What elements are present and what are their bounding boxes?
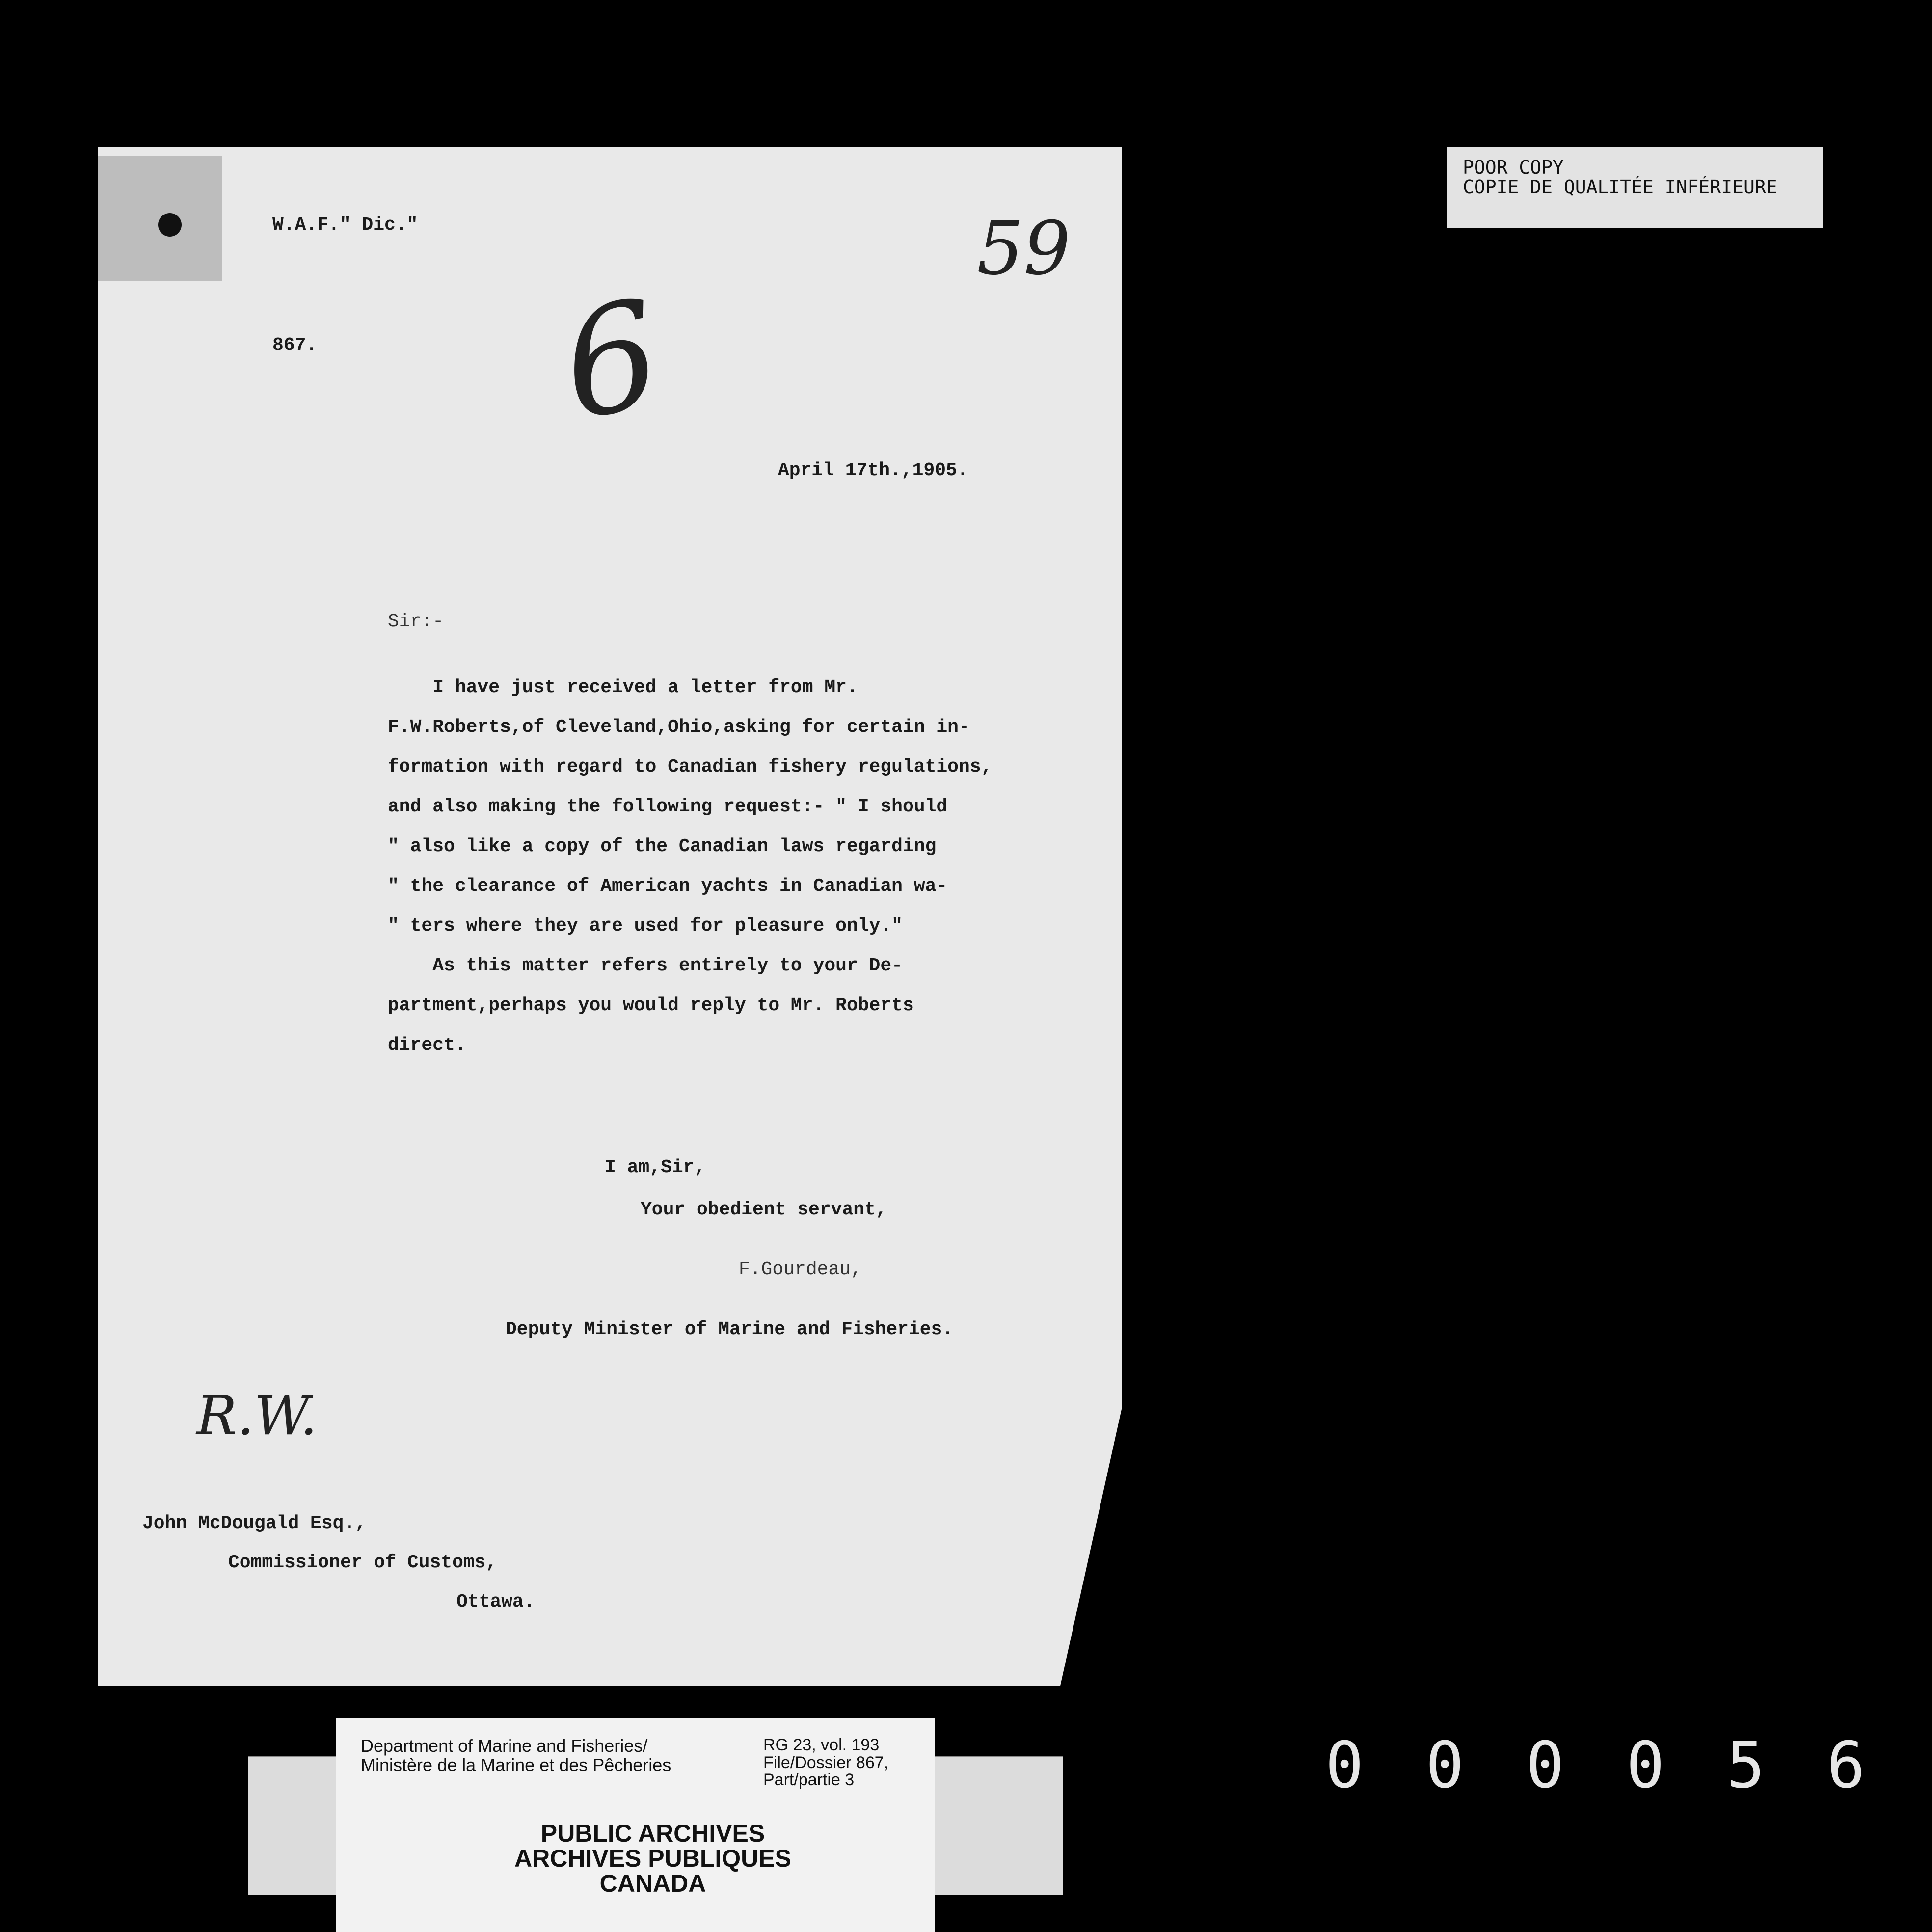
body-line: " also like a copy of the Canadian laws regarding — [388, 836, 937, 857]
body-line: and also making the following request:- " I should — [388, 796, 948, 817]
body-line: F.W.Roberts,of Cleveland,Ohio,asking for certain in- — [388, 717, 970, 738]
body-line: " ters where they are used for pleasure only." — [388, 915, 903, 937]
frame-digit: 6 — [1826, 1728, 1865, 1802]
signer-title: Deputy Minister of Marine and Fisheries. — [506, 1319, 954, 1340]
body-line: partment,perhaps you would reply to Mr. Roberts — [388, 995, 914, 1016]
frame-number — [1325, 1728, 1865, 1802]
punch-hole — [158, 213, 182, 237]
archives-en: PUBLIC ARCHIVES — [540, 1820, 765, 1847]
poor-copy-en: POOR COPY — [1463, 157, 1564, 178]
poor-copy-fr: COPIE DE QUALITÉE INFÉRIEURE — [1463, 176, 1777, 198]
frame-digit: 5 — [1726, 1728, 1765, 1802]
closing-line-2: Your obedient servant, — [641, 1199, 887, 1220]
margin-mark: 6 — [550, 268, 672, 453]
archives-country: CANADA — [599, 1870, 706, 1897]
closing-line-1: I am,Sir, — [605, 1157, 706, 1178]
reference-volume: RG 23, vol. 193 — [763, 1736, 880, 1754]
file-number: 867. — [272, 335, 318, 356]
handwritten-initials: R.W. — [196, 1384, 318, 1447]
frame-digit: 0 — [1325, 1728, 1364, 1802]
department-en: Department of Marine and Fisheries/ — [361, 1736, 648, 1756]
letter-date: April 17th.,1905. — [778, 460, 968, 481]
dictation-line: W.A.F." Dic." — [272, 215, 418, 236]
archive-reference — [763, 1737, 888, 1789]
body-line: I have just received a letter from Mr. — [388, 677, 858, 698]
body-line: formation with regard to Canadian fishery regulations, — [388, 756, 993, 778]
department-fr: Ministère de la Marine et des Pêcheries — [361, 1754, 671, 1775]
frame-digit: 0 — [1526, 1728, 1564, 1802]
body-line: direct. — [388, 1035, 466, 1056]
addressee-city: Ottawa. — [456, 1591, 535, 1612]
addressee-name: John McDougald Esq., — [142, 1513, 367, 1534]
poor-copy-label — [1447, 147, 1823, 228]
addressee-title: Commissioner of Customs, — [228, 1552, 497, 1573]
frame-digit: 0 — [1425, 1728, 1464, 1802]
body-line: " the clearance of American yachts in Canadian wa- — [388, 876, 948, 897]
reference-file: File/Dossier 867, — [763, 1753, 889, 1772]
archives-fr: ARCHIVES PUBLIQUES — [514, 1845, 791, 1872]
frame-digit: 0 — [1626, 1728, 1665, 1802]
signer-name: F.Gourdeau, — [739, 1259, 862, 1280]
public-archives-heading — [501, 1821, 805, 1896]
archive-department — [361, 1737, 671, 1775]
body-line: As this matter refers entirely to your De- — [388, 955, 903, 976]
reference-part: Part/partie 3 — [763, 1771, 855, 1790]
folio-number: 59 — [977, 206, 1071, 292]
salutation: Sir:- — [388, 611, 444, 632]
letter-body — [388, 668, 1065, 1065]
